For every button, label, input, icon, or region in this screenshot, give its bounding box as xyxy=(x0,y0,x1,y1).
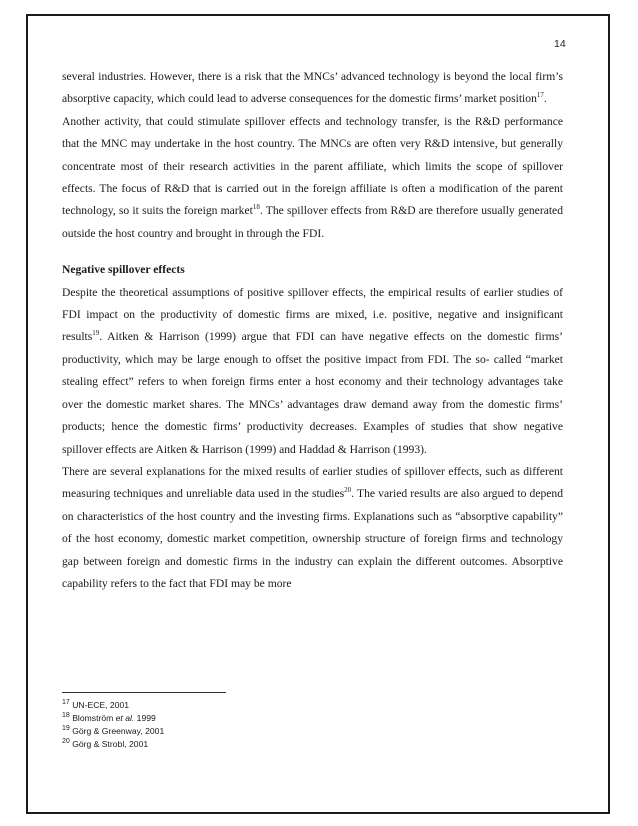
footnote-ref: 18 xyxy=(252,203,260,212)
paragraph-text: Despite the theoretical assumptions of positive spillover effects, the empirical results of earlier studies of FDI impact on the productivity of domestic firms are mixed, i.e. positive, negative and insignificant results xyxy=(62,285,563,344)
paragraph-text: . Aitken & Harrison (1999) argue that FDI can have negative effects on the domestic firms’ productivity, which may be large enough to offset the positive impact from FDI. The so- called “market stealing effect” refers to when foreign firms enter a host economy and their technology advantages take over the domestic market shares. The MNCs’ advantages draw demand away from the domestic firms’ products; hence the domestic firms’ productivity decreases. Examples of studies that show negative spillover effects are Aitken & Harrison (1999) and Haddad & Harrison (1993). xyxy=(62,330,563,456)
footnote-text: Görg & Greenway, 2001 xyxy=(72,726,165,736)
footnote-text-after: 1999 xyxy=(134,713,156,723)
footnote xyxy=(62,725,362,738)
page-number: 14 xyxy=(554,38,566,50)
paragraph-text: There are several explanations for the mixed results of earlier studies of spillover effects, such as different measuring techniques and unreliable data used in the studies xyxy=(62,464,563,501)
footnote-text: UN-ECE, 2001 xyxy=(72,700,130,710)
footnote-italic: et al. xyxy=(115,713,135,723)
paragraph xyxy=(62,282,563,461)
footnote-number: 20 xyxy=(62,738,70,746)
section-heading: Negative spillover effects xyxy=(62,263,185,277)
paragraph-text: . The varied results are also argued to depend on characteristics of the host country and the investing firms. Explanations such as “absorptive capability” of the host economy, domestic market competition, ownership structure of foreign firms and technology gap between foreign and domestic firms in the industry can explain the different outcomes. Absorptive capability refers to the fact that FDI may be more xyxy=(62,487,563,590)
footnote-ref: 20 xyxy=(344,486,352,495)
footnote xyxy=(62,712,362,725)
footnote-text: Görg & Strobl, 2001 xyxy=(72,739,149,749)
paragraph-text: Another activity, that could stimulate spillover effects and technology transfer, is the R&D performance that the MNC may undertake in the host country. The MNCs are often very R&D intensive, but generally concentrate most of their research activities in the parent affiliate, which limits the scope of spillover effects. The focus of R&D that is carried out in the foreign affiliate is often a modification of the parent technology, so it suits the foreign market xyxy=(62,114,563,218)
footnote xyxy=(62,699,362,712)
footnote-text: Blomström xyxy=(72,713,116,723)
footnote-number: 19 xyxy=(62,725,70,733)
paragraph xyxy=(62,461,563,595)
body-text xyxy=(62,66,563,595)
paragraph xyxy=(62,111,563,245)
footnotes xyxy=(62,699,362,751)
footnote-number: 18 xyxy=(62,712,70,720)
paragraph xyxy=(62,66,563,111)
footnote-separator xyxy=(62,692,226,693)
footnote-ref: 19 xyxy=(92,329,100,338)
paragraph-text: several industries. However, there is a risk that the MNCs’ advanced technology is beyond the local firm’s absorptive capacity, which could lead to adverse consequences for the domestic firms’ market position xyxy=(62,70,563,106)
footnote-ref: 17 xyxy=(536,91,544,100)
footnote xyxy=(62,738,362,751)
footnote-number: 17 xyxy=(62,699,70,707)
paragraph-text: . The spillover effects from R&D are therefore usually generated outside the host country and brought in through the FDI. xyxy=(62,204,563,240)
paragraph-text: . xyxy=(543,92,547,106)
